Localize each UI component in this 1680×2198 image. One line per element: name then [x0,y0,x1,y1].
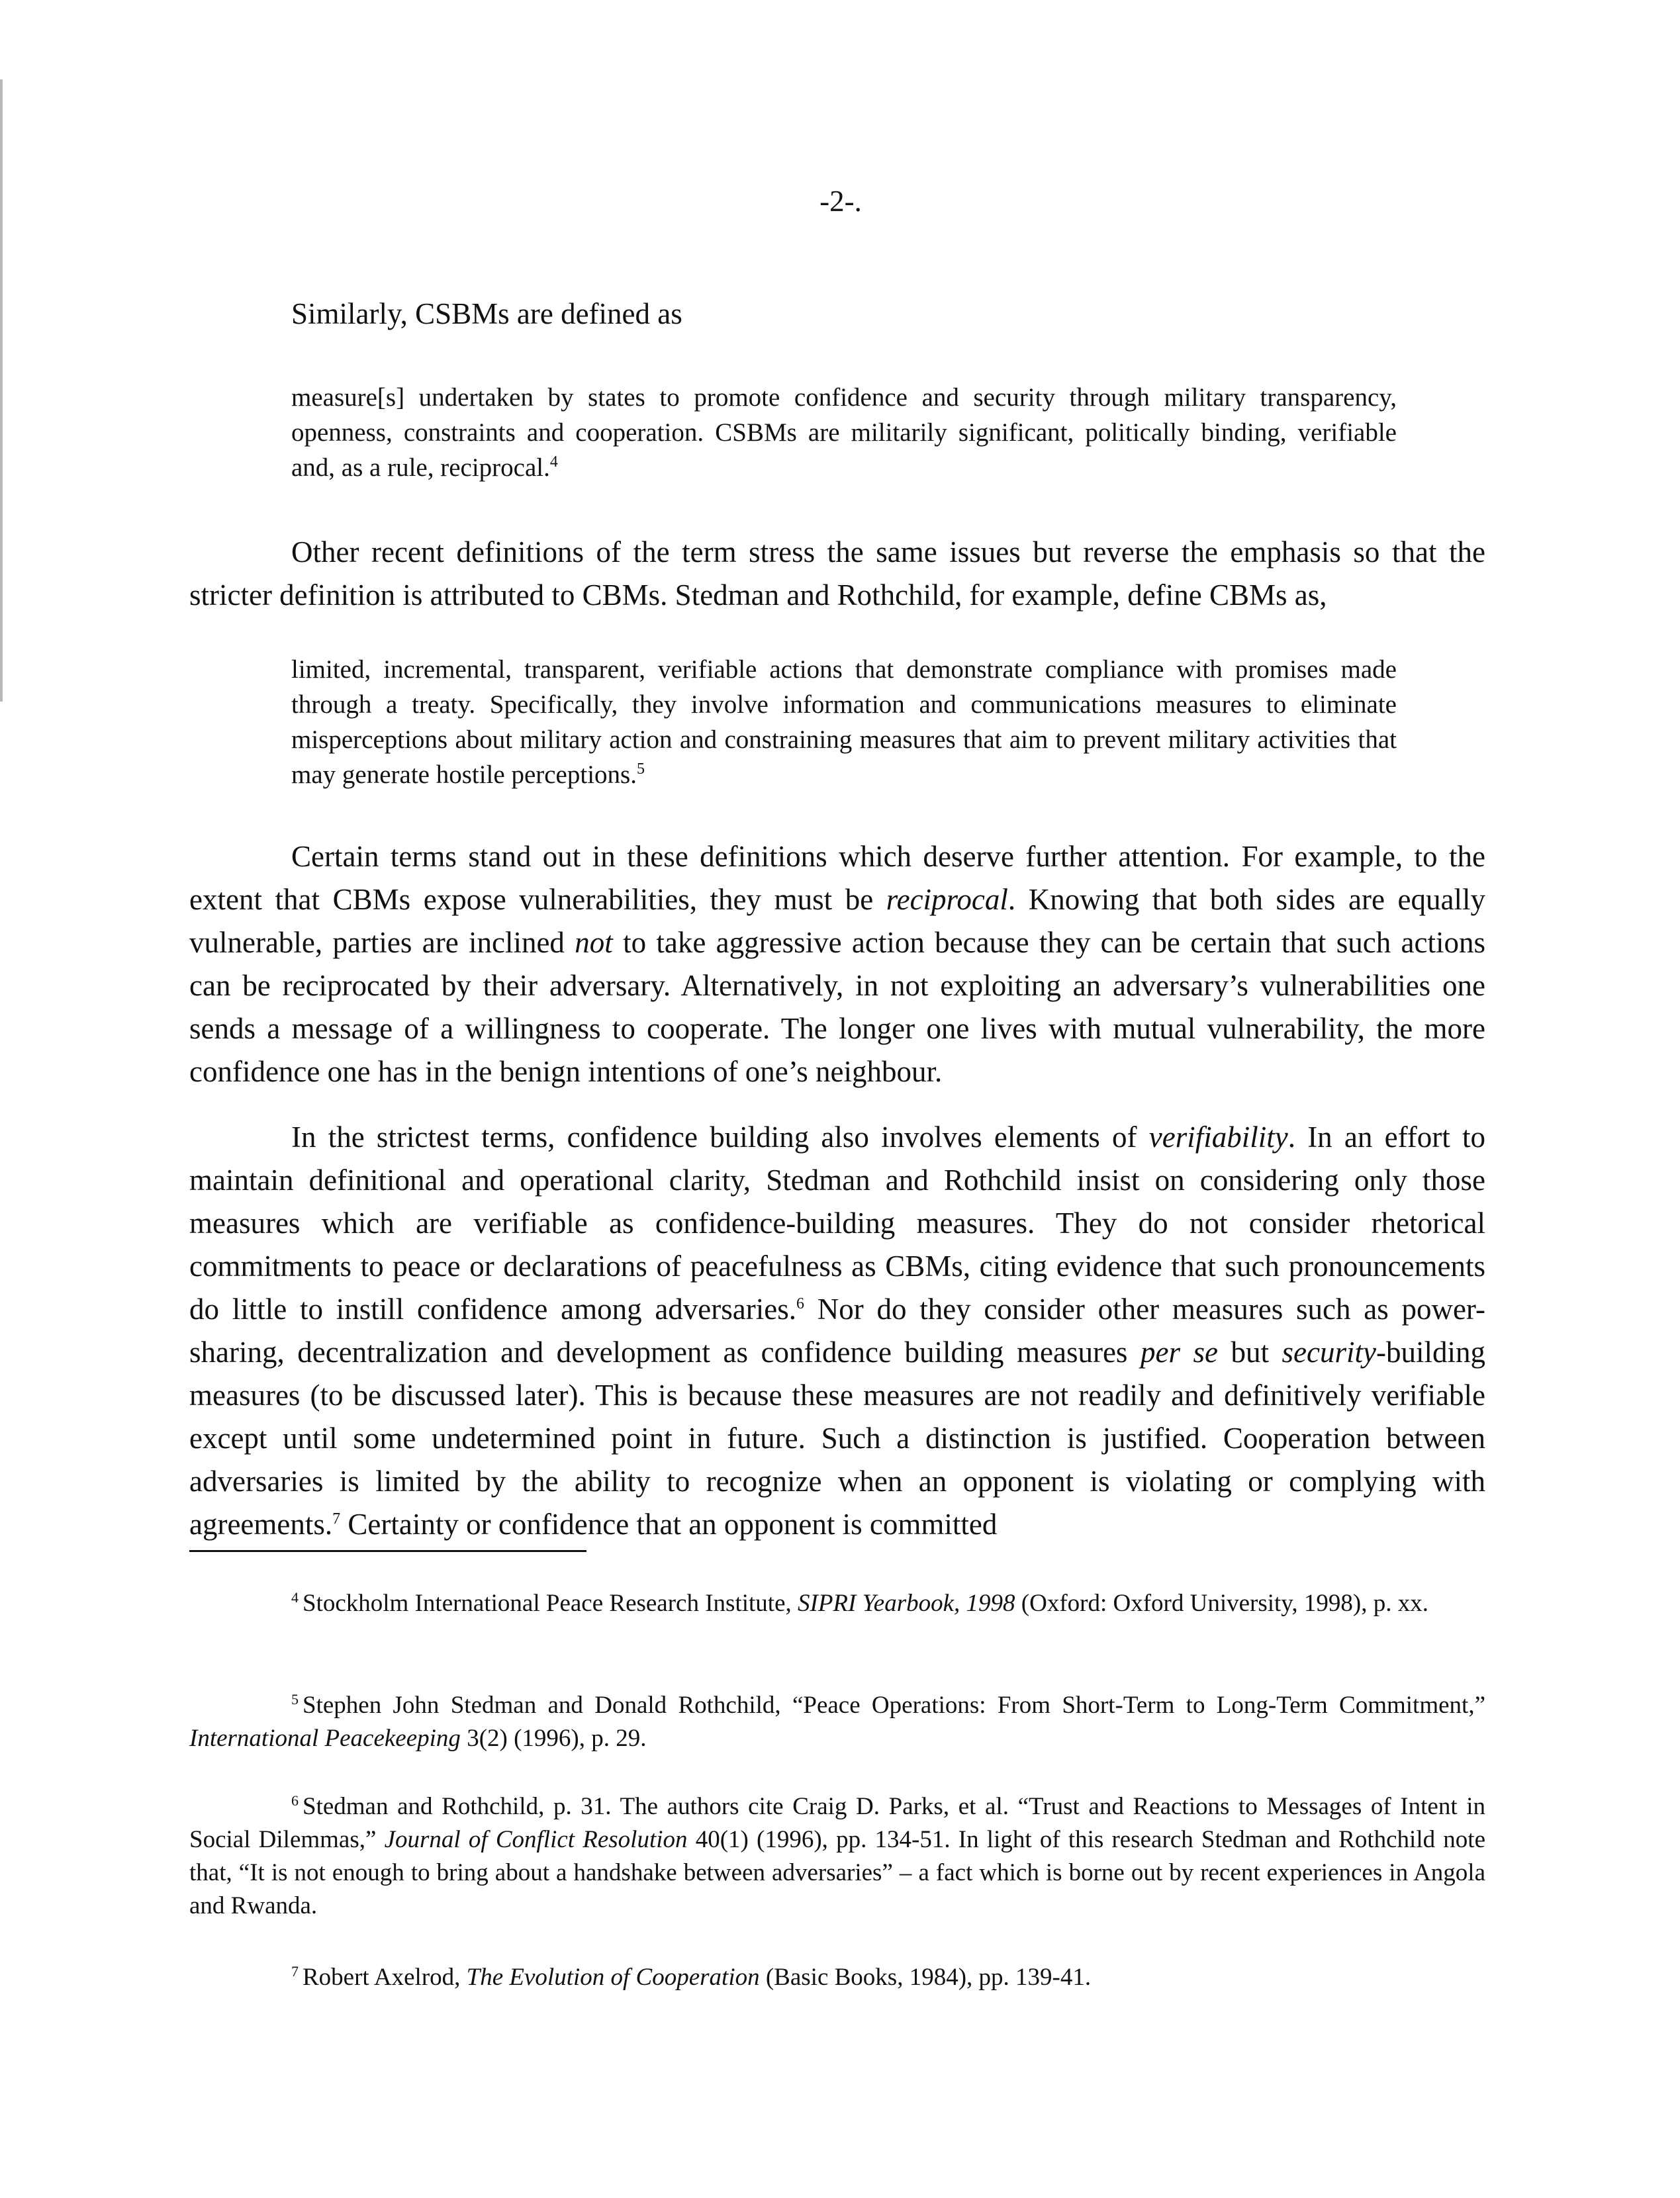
text-run: Certainty or confidence that an opponent is committed [340,1508,998,1541]
footnote-title: SIPRI Yearbook, 1998 [798,1590,1015,1617]
page-number: -2-. [819,185,862,218]
emphasis-not: not [575,926,613,959]
footnote-4 [189,1587,1485,1620]
footnote-reference: 7 [332,1510,341,1528]
text-run: Nor do they consider other measures such as power-sharing, decentralization and development as confidence building measures [189,1293,1485,1369]
footnote-reference: 4 [549,453,558,471]
footnote-mark: 6 [291,1792,299,1809]
footnote-mark: 5 [291,1690,299,1708]
quote-text: measure[s] undertaken by states to promote confidence and security through military transparency, openness, constraints and cooperation. CSBMs are militarily significant, politically binding, verifiable and, as a rule, reciprocal. [291,383,1397,482]
emphasis-reciprocal: reciprocal [886,883,1008,916]
emphasis-verifiability: verifiability [1148,1121,1288,1154]
text-run: . In an effort to maintain definitional and operational clarity, Stedman and Rothchild insist on considering only those measures which are verifiable as confidence-building measures. They do not consider rhetorical commitments to peace or declarations of peacefulness as CBMs, citing evidence that such pronouncements do little to instill confidence among adversaries. [189,1121,1485,1326]
footnote-title: International Peacekeeping [189,1725,461,1752]
text-run: but [1217,1336,1282,1369]
footnote-text: 40(1) (1996), pp. 134-51. In light of this research Stedman and Rothchild note that, “It is not enough to bring about a handshake between adversaries” – a fact which is borne out by recent experiences in Angola and Rwanda. [189,1826,1485,1919]
footnote-text: Stockholm International Peace Research Institute, [303,1590,798,1617]
footnote-title: Journal of Conflict Resolution [384,1826,688,1853]
block-quote-csbm-definition [291,380,1397,485]
text-run: Certain terms stand out in these definitions which deserve further attention. For example, to the extent that CBMs expose vulnerabilities, they must be [189,840,1485,916]
footnote-separator [189,1550,586,1552]
footnote-title: The Evolution of Cooperation [466,1964,760,1991]
footnote-text: (Oxford: Oxford University, 1998), p. xx. [1015,1590,1428,1617]
footnote-mark: 7 [291,1962,299,1980]
scan-edge-shadow [0,79,3,702]
footnote-text: Stephen John Stedman and Donald Rothchild, “Peace Operations: From Short-Term to Long-Term Commitment,” [303,1692,1485,1719]
footnote-6 [189,1790,1485,1923]
footnote-mark: 4 [291,1588,299,1606]
text-run: In the strictest terms, confidence building also involves elements of [291,1121,1149,1154]
footnote-7 [189,1961,1485,1994]
footnote-text: (Basic Books, 1984), pp. 139-41. [759,1964,1092,1991]
emphasis-per-se: per se [1140,1336,1218,1369]
lead-in-sentence: Similarly, CSBMs are defined as [291,297,682,330]
paragraph-reciprocity [189,835,1485,1093]
footnote-text: Stedman and Rothchild, p. 31. The authors cite Craig D. Parks, et al. “Trust and Reactions to Messages of Intent in Social Dilemmas,” [189,1793,1485,1853]
footnote-5 [189,1689,1485,1755]
footnote-text: Robert Axelrod, [303,1964,467,1991]
paragraph-verifiability [189,1116,1485,1546]
text-run: to take aggressive action because they can be certain that such actions can be reciprocated by their adversary. Alternatively, in not exploiting an adversary’s vulnerabilities one sends a message of a willingness to cooperate. The longer one lives with mutual vulnerability, the more confidence one has in the benign intentions of one’s neighbour. [189,926,1485,1088]
text-run: -building measures (to be discussed later). This is because these measures are not readily and definitively verifiable except until some undetermined point in future. Such a distinction is justified. Cooperation between adversaries is limited by the ability to recognize when an opponent is violating or complying with agreements. [189,1336,1485,1541]
paragraph-definitions: Other recent definitions of the term stress the same issues but reverse the emphasis so that the stricter definition is attributed to CBMs. Stedman and Rothchild, for example, define CBMs as, [189,535,1485,612]
quote-text: limited, incremental, transparent, verifiable actions that demonstrate compliance with promises made through a treaty. Specifically, they involve information and communications measures to eliminate misperceptions about military action and constraining measures that aim to prevent military activities that may generate hostile perceptions. [291,655,1397,789]
footnote-reference: 5 [636,760,645,778]
footnote-reference: 6 [796,1295,804,1312]
block-quote-cbm-definition [291,652,1397,792]
emphasis-security: security [1282,1336,1376,1369]
text-run: . Knowing that both sides are equally vulnerable, parties are inclined [189,883,1485,959]
footnote-text: 3(2) (1996), p. 29. [460,1725,647,1752]
